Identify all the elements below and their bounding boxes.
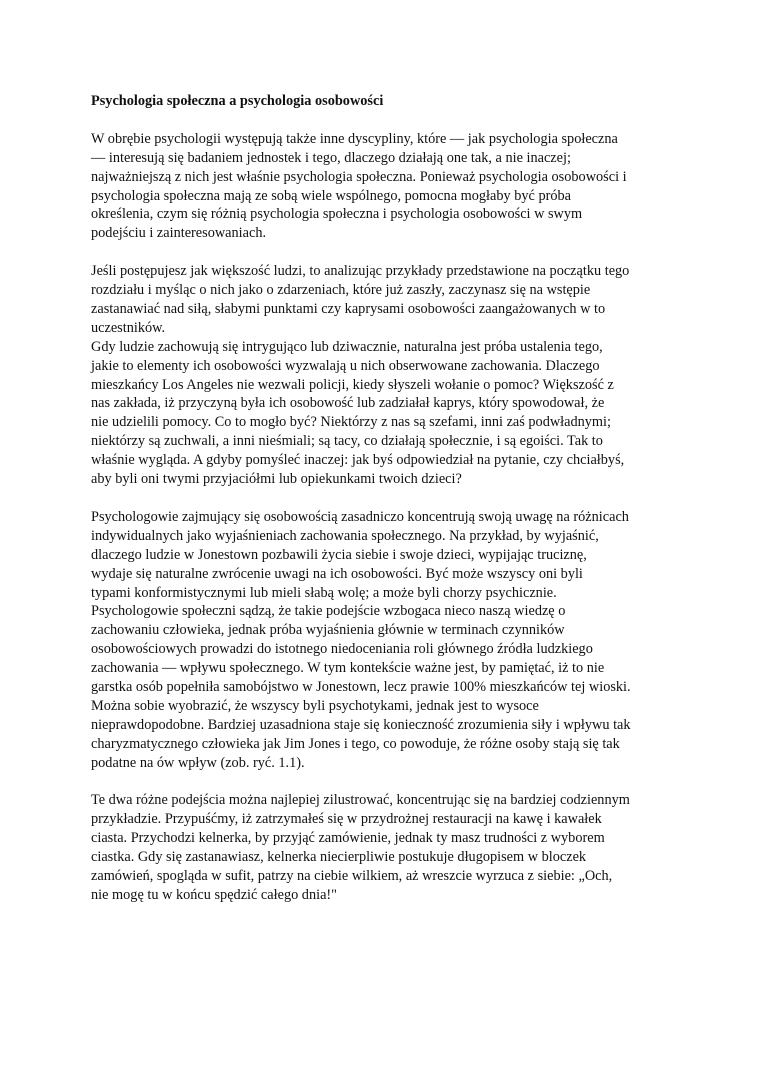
text-line: uczestników. [91,319,166,336]
text-line: rozdziału i myśląc o nich jako o zdarzeniach, które już zaszły, zaczynasz się na wstępie [91,282,591,299]
paragraph-behavior [91,338,681,489]
text-line: Te dwa różne podejścia można najlepiej zilustrować, koncentrując się na bardziej codziennym [91,792,630,809]
text-line: mieszkańcy Los Angeles nie wezwali policji, kiedy słyszeli wołanie o pomoc? Większość z [91,376,614,393]
text-line: Gdy ludzie zachowują się intrygująco lub dziwacznie, naturalna jest próba ustalenia tego, [91,338,603,355]
text-line: zachowania — wpływu społecznego. W tym kontekście ważne jest, by pamiętać, iż to nie [91,660,605,677]
text-line: W obrębie psychologii występują także inne dyscypliny, które — jak psychologia społeczna [91,130,618,147]
text-line: osobowościowych prowadzi do istotnego niedoceniania roli głównego źródła ludzkiego [91,641,593,658]
text-line: dlaczego ludzie w Jonestown pozbawili życia siebie i swoje dzieci, wypijając truciznę, [91,546,587,563]
text-line: wydaje się naturalne zwrócenie uwagi na ich osobowości. Być może wszyscy oni byli [91,565,583,582]
text-line: zachowaniu człowieka, jednak próba wyjaśnienia głównie w terminach czynników [91,622,565,639]
text-line: podejściu i zainteresowaniach. [91,225,267,242]
text-line: Psychologowie społeczni sądzą, że takie podejście wzbogaca nieco naszą wiedzę o [91,603,566,620]
text-line: Można sobie wyobrazić, że wszyscy byli psychotykami, jednak jest to wysoce [91,697,539,714]
text-line: ciastka. Gdy się zastanawiasz, kelnerka niecierpliwie postukuje długopisem w bloczek [91,849,587,866]
text-line: aby byli oni twymi przyjaciółmi lub opiekunkami twoich dzieci? [91,471,462,488]
text-line: Psychologowie zajmujący się osobowością zasadniczo koncentrują swoją uwagę na różnicach [91,508,629,525]
paragraph-personality [91,508,681,773]
text-line: najważniejszą z nich jest właśnie psychologia społeczna. Ponieważ psychologia osobowości i [91,168,627,185]
text-line: podatne na ów wpływ (zob. ryć. 1.1). [91,754,305,771]
text-line: ciasta. Przychodzi kelnerka, by przyjąć zamówienie, jednak ty masz trudności z wyborem [91,830,605,847]
paragraph-analysis [91,262,681,338]
text-line: — interesują się badaniem jednostek i tego, dlaczego działają one tak, a nie inaczej; [91,149,571,166]
text-line: typami konformistycznymi lub mieli słabą wolę; a może byli chorzy psychicznie. [91,584,557,601]
document-title: Psychologia społeczna a psychologia osobowości [91,93,384,109]
text-line: psychologia społeczna mają ze sobą wiele wspólnego, pomocna mogłaby być próba [91,187,571,204]
text-line: jakie to elementy ich osobowości wyzwalają u nich obserwowane zachowania. Dlaczego [91,357,600,374]
paragraph-spacer [91,773,681,792]
text-line: zastanawiać nad siłą, słabymi punktami czy kaprysami osobowości zaangażowanych w to [91,300,606,317]
document-page [91,92,681,905]
text-line: nie udzielili pomocy. Co to mogło być? Niektórzy z nas są szefami, inni zaś podwładnymi; [91,414,611,431]
paragraph-spacer [91,489,681,508]
text-line: określenia, czym się różnią psychologia społeczna i psychologia osobowości w swym [91,206,583,223]
text-line: charyzmatycznego człowieka jak Jim Jones i tego, co powoduje, że różne osoby stają się tak [91,735,620,752]
paragraph-example [91,791,681,904]
paragraph-spacer [91,243,681,262]
paragraph-intro [91,130,681,243]
text-line: właśnie wygląda. A gdyby pomyśleć inaczej: jak byś odpowiedział na pytanie, czy chciałbyś, [91,452,625,469]
text-line: zamówień, spogląda w sufit, patrzy na ciebie wilkiem, aż wreszcie wyrzuca z siebie: „Och, [91,868,613,885]
text-line: nie mogę tu w końcu spędzić całego dnia!" [91,887,338,903]
text-line: przykładzie. Przypuśćmy, iż zatrzymałeś się w przydrożnej restauracji na kawę i kawałek [91,811,602,828]
text-line: nas zakłada, iż przyczyną była ich osobowość lub zadziałał kaprys, który spowodował, że [91,395,605,412]
text-line: niektórzy są zuchwali, a inni nieśmiali; są tacy, co działają społecznie, i są egoiści. Tak to [91,433,603,450]
text-line: Jeśli postępujesz jak większość ludzi, to analizując przykłady przedstawione na początku tego [91,263,630,280]
text-line: garstka osób popełniła samobójstwo w Jonestown, lecz prawie 100% mieszkańców tej wioski. [91,679,631,696]
text-line: indywidualnych jako wyjaśnieniach zachowania społecznego. Na przykład, by wyjaśnić, [91,527,599,544]
text-line: nieprawdopodobne. Bardziej uzasadniona staje się konieczność zrozumienia siły i wpływu tak [91,716,631,733]
